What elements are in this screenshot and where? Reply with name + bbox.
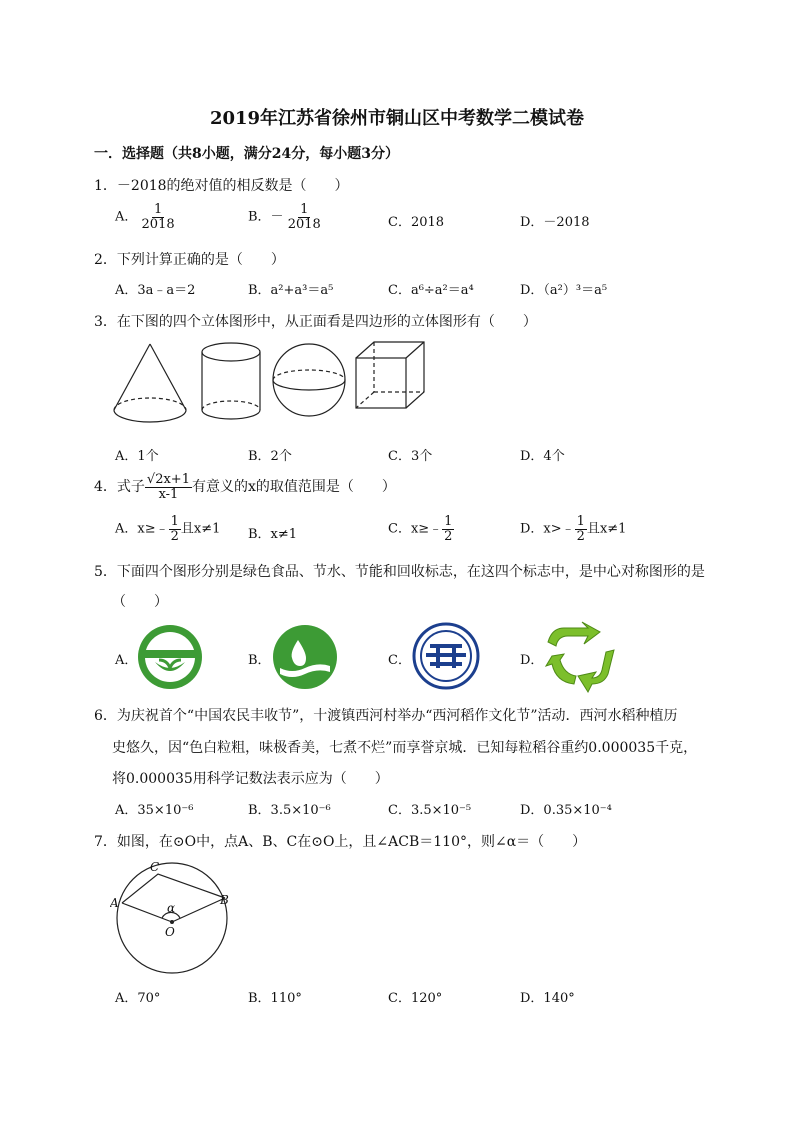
q6-stem-line3: 将0.000035用科学记数法表示应为（ ） (112, 771, 389, 787)
q4-option-d[interactable] (520, 515, 626, 543)
denominator: 2 (170, 528, 179, 544)
label-b: B (220, 893, 229, 907)
q4-option-a[interactable] (115, 515, 220, 543)
circle-geometry-figure (110, 856, 235, 976)
q2-option-a[interactable]: A．3a﹣a＝2 (115, 283, 196, 298)
q1-option-b-label: B．－ (248, 209, 284, 225)
sphere-figure (273, 344, 345, 416)
cone-figure (114, 344, 186, 422)
denominator: x-1 (158, 486, 179, 502)
q2-option-c[interactable]: C．a⁶÷a²＝a⁴ (388, 283, 474, 298)
q5-stem-line1: 5．下面四个图形分别是绿色食品、节水、节能和回收标志，在这四个标志中，是中心对称图形的是 (94, 564, 705, 580)
page-title: 2019年江苏省徐州市铜山区中考数学二模试卷 (209, 108, 585, 129)
q1-option-c[interactable]: C．2018 (388, 215, 445, 230)
q2-option-b[interactable]: B．a²+a³＝a⁵ (248, 283, 334, 298)
denominator: 2018 (287, 216, 321, 232)
numerator: 1 (170, 514, 179, 529)
fraction (575, 515, 587, 543)
q1-option-a[interactable] (115, 203, 175, 231)
q1-option-d[interactable]: D．－2018 (520, 215, 590, 230)
q7-option-d[interactable]: D．140° (520, 991, 575, 1006)
q6-stem-line1: 6．为庆祝首个“中国农民丰收节”，十渡镇西河村举办“西河稻作文化节”活动．西河水稻种植历 (94, 708, 678, 724)
numerator: 1 (153, 202, 163, 217)
q4-expression-fraction (145, 473, 192, 501)
recycle-logo-icon (544, 620, 622, 694)
q7-option-b[interactable]: B．110° (248, 991, 302, 1006)
green-food-logo-icon (137, 624, 203, 690)
q3-option-a[interactable]: A．1个 (115, 449, 159, 464)
q4-option-a-suffix: 且x≠1 (180, 521, 221, 537)
q1-stem: 1．－2018的绝对值的相反数是（ ） (94, 178, 349, 194)
q4-stem-prefix: 4．式子 (94, 479, 145, 496)
denominator: 2 (576, 528, 585, 544)
q2-option-d[interactable]: D．（a²）³＝a⁵ (520, 283, 608, 298)
q5-option-d-label[interactable]: D． (520, 653, 544, 668)
q3-option-d[interactable]: D．4个 (520, 449, 565, 464)
label-o: O (165, 925, 175, 939)
energy-saving-logo-icon (412, 622, 480, 690)
q6-option-a[interactable]: A．35×10⁻⁶ (115, 803, 194, 818)
cylinder-figure (202, 343, 260, 419)
q6-option-b[interactable]: B．3.5×10⁻⁶ (248, 803, 331, 818)
radius-oa (122, 903, 172, 922)
q3-option-b[interactable]: B．2个 (248, 449, 292, 464)
q1-option-a-label: A． (115, 209, 138, 225)
fraction (288, 203, 321, 231)
fraction (169, 515, 181, 543)
q4-option-c-prefix: C．x≥﹣ (388, 521, 443, 537)
q6-option-c[interactable]: C．3.5×10⁻⁵ (388, 803, 472, 818)
q3-stem: 3．在下图的四个立体图形中，从正面看是四边形的立体图形有（ ） (94, 314, 537, 330)
solid-figures-image (112, 338, 430, 430)
q4-option-a-prefix: A．x≥﹣ (115, 521, 169, 537)
q5-option-a-label[interactable]: A． (115, 653, 138, 668)
denominator: 2 (444, 528, 453, 544)
q4-option-c[interactable] (388, 515, 454, 543)
label-a: A (110, 896, 119, 910)
fraction (442, 515, 454, 543)
water-saving-logo-icon (272, 624, 338, 690)
q4-option-b[interactable]: B．x≠1 (248, 527, 298, 542)
label-c: C (150, 860, 160, 874)
q2-stem: 2．下列计算正确的是（ ） (94, 252, 285, 268)
numerator: 1 (300, 202, 309, 217)
q7-option-a[interactable]: A．70° (115, 991, 161, 1006)
q7-option-c[interactable]: C．120° (388, 991, 443, 1006)
q5-stem-line2: （ ） (112, 594, 168, 610)
q5-option-b-label[interactable]: B． (248, 653, 271, 668)
q6-option-d[interactable]: D．0.35×10⁻⁴ (520, 803, 612, 818)
numerator: 1 (576, 514, 585, 529)
section-heading: 一．选择题（共8小题，满分24分，每小题3分） (94, 146, 399, 162)
q4-stem-suffix: 有意义的x的取值范围是（ ） (191, 479, 396, 496)
cube-figure (356, 342, 424, 408)
center-point (170, 920, 174, 924)
q5-option-c-label[interactable]: C． (388, 653, 411, 668)
radius-ob (172, 898, 225, 922)
q1-option-b[interactable] (248, 203, 321, 231)
label-alpha: α (167, 901, 176, 915)
fraction (142, 203, 175, 231)
q4-option-d-prefix: D．x>﹣ (520, 521, 575, 537)
denominator: 2018 (141, 216, 175, 232)
numerator: √2x+1 (146, 472, 190, 487)
q4-stem (94, 473, 396, 501)
q6-stem-line2: 史悠久，因“色白粒粗，味极香美，七煮不烂”而享誉京城．已知每粒稻谷重约0.000035千克， (112, 740, 698, 756)
numerator: 1 (444, 514, 453, 529)
q4-option-d-suffix: 且x≠1 (586, 521, 627, 537)
q3-option-c[interactable]: C．3个 (388, 449, 433, 464)
q7-stem: 7．如图，在⊙O中，点A、B、C在⊙O上，且∠ACB＝110°，则∠α＝（ ） (94, 834, 587, 850)
